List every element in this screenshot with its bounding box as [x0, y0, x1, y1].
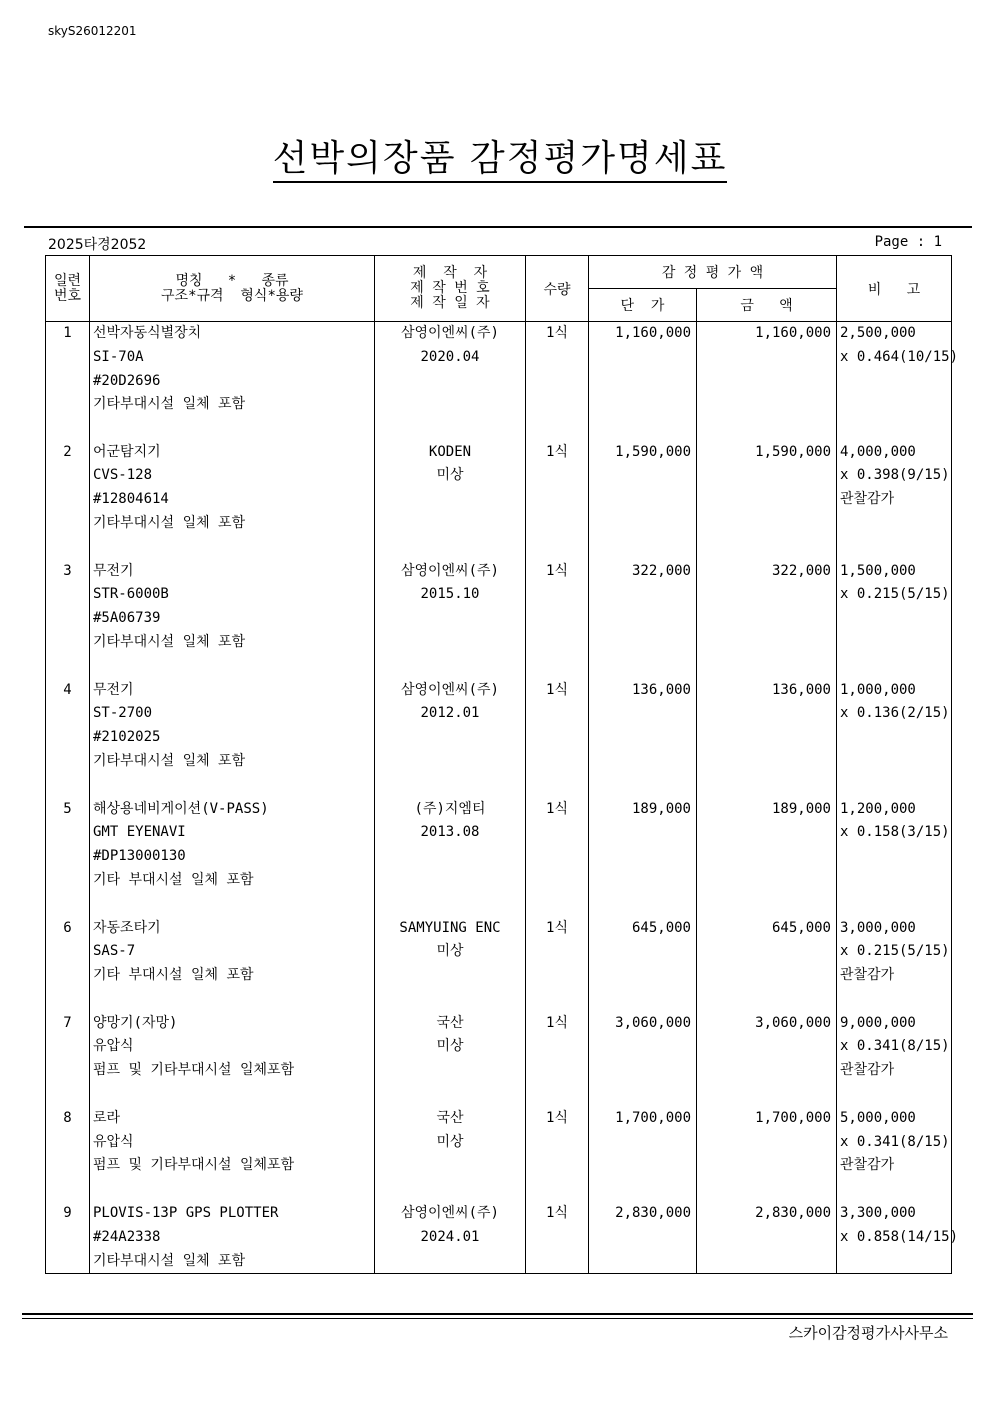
name-spec-line: 기타 부대시설 일체 포함	[93, 967, 254, 984]
header-name-line2: 구조*규격 형식*용량	[161, 287, 303, 304]
name-spec-line: ST-2700	[93, 705, 153, 722]
cell-manufacturer	[375, 798, 526, 917]
unit-price: 3,060,000	[615, 1014, 691, 1031]
cell-amount	[697, 560, 837, 679]
cell-amount	[697, 322, 837, 441]
table-row	[46, 917, 952, 1012]
cell-unit-price	[589, 441, 697, 560]
serial-no: 6	[63, 919, 72, 936]
cell-serial-no	[46, 560, 90, 679]
cell-amount	[697, 1012, 837, 1107]
name-spec-line: 기타부대시설 일체 포함	[93, 633, 246, 650]
name-spec-line: 무전기	[93, 562, 134, 579]
cell-note	[837, 1107, 952, 1202]
cell-manufacturer	[375, 917, 526, 1012]
cell-unit-price	[589, 1202, 697, 1274]
name-spec-line: 펌프 및 기타부대시설 일체포함	[93, 1157, 295, 1174]
note-line: x 0.858(14/15)	[840, 1228, 959, 1245]
header-valuation: 감 정 평 가 액	[589, 256, 837, 289]
header-mfr-line1: 제 작 자	[412, 265, 488, 281]
name-spec-line: #2102025	[93, 729, 161, 746]
serial-no: 5	[63, 800, 72, 817]
name-spec-line: #5A06739	[93, 610, 161, 627]
amount: 1,700,000	[755, 1109, 831, 1126]
unit-price: 645,000	[631, 919, 691, 936]
table-row	[46, 1012, 952, 1107]
unit-price: 322,000	[631, 562, 691, 579]
name-spec-line: PLOVIS-13P GPS PLOTTER	[93, 1205, 279, 1222]
name-spec-line: 로라	[93, 1109, 121, 1126]
serial-no: 1	[63, 325, 72, 341]
cell-quantity	[526, 1202, 589, 1274]
name-spec-line: 기타 부대시설 일체 포함	[93, 871, 254, 888]
amount: 322,000	[771, 562, 831, 579]
table-row	[46, 679, 952, 798]
manufacturer-line: (주)지엠티	[414, 800, 486, 817]
manufacturer-line: 미상	[436, 943, 464, 960]
cell-manufacturer	[375, 679, 526, 798]
note-line: x 0.341(8/15)	[840, 1133, 950, 1150]
serial-no: 9	[63, 1205, 72, 1222]
amount: 1,160,000	[755, 325, 831, 341]
cell-manufacturer	[375, 560, 526, 679]
name-spec-line: #24A2338	[93, 1228, 161, 1245]
name-spec-line: 기타부대시설 일체 포함	[93, 1252, 246, 1269]
header-name-spec	[90, 256, 375, 322]
cell-manufacturer	[375, 441, 526, 560]
cell-name-spec	[90, 1012, 375, 1107]
cell-note	[837, 1202, 959, 1274]
quantity: 1식	[546, 1014, 568, 1031]
header-serial-no-line2: 번호	[53, 287, 82, 304]
header-amount: 금 액	[697, 289, 837, 322]
name-spec-line: 무전기	[93, 681, 134, 698]
cell-name-spec	[90, 679, 375, 798]
quantity: 1식	[546, 1109, 568, 1126]
bottom-divider	[22, 1313, 973, 1315]
manufacturer-line: 국산	[436, 1014, 464, 1031]
cell-quantity	[526, 441, 589, 560]
note-line: 관찰감가	[840, 1157, 895, 1174]
name-spec-line: 기타부대시설 일체 포함	[93, 396, 246, 413]
amount: 3,060,000	[755, 1014, 831, 1031]
header-name-line1: 명칭 * 종류	[175, 272, 289, 289]
name-spec-line: 자동조타기	[93, 919, 161, 936]
page-number: Page : 1	[874, 234, 942, 250]
cell-quantity	[526, 1107, 589, 1202]
cell-note	[837, 560, 952, 679]
cell-amount	[697, 798, 837, 917]
name-spec-line: 기타부대시설 일체 포함	[93, 514, 246, 531]
table-row	[46, 1202, 952, 1274]
header-manufacturer	[375, 256, 526, 322]
cell-note	[837, 322, 959, 441]
cell-name-spec	[90, 917, 375, 1012]
cell-name-spec	[90, 560, 375, 679]
note-line: x 0.136(2/15)	[840, 705, 950, 722]
note-line: x 0.464(10/15)	[840, 348, 959, 365]
cell-serial-no	[46, 1202, 90, 1274]
name-spec-line: 선박자동식별장치	[93, 325, 202, 341]
cell-serial-no	[46, 322, 90, 441]
quantity: 1식	[546, 919, 568, 936]
cell-name-spec	[90, 798, 375, 917]
note-line: x 0.341(8/15)	[840, 1038, 950, 1055]
amount: 2,830,000	[755, 1205, 831, 1222]
header-serial-no	[46, 256, 90, 322]
amount: 136,000	[771, 681, 831, 698]
unit-price: 1,160,000	[615, 325, 691, 341]
cell-serial-no	[46, 917, 90, 1012]
manufacturer-line: SAMYUING ENC	[399, 919, 501, 936]
name-spec-line: GMT EYENAVI	[93, 824, 186, 841]
unit-price: 1,700,000	[615, 1109, 691, 1126]
name-spec-line: 펌프 및 기타부대시설 일체포함	[93, 1062, 295, 1079]
quantity: 1식	[546, 562, 568, 579]
serial-no: 4	[63, 681, 72, 698]
page-title	[0, 130, 1000, 181]
cell-amount	[697, 917, 837, 1012]
unit-price: 2,830,000	[615, 1205, 691, 1222]
cell-name-spec	[90, 1202, 375, 1274]
cell-quantity	[526, 917, 589, 1012]
cell-serial-no	[46, 1107, 90, 1202]
quantity: 1식	[546, 800, 568, 817]
cell-unit-price	[589, 798, 697, 917]
note-line: 1,200,000	[840, 800, 916, 817]
note-line: 관찰감가	[840, 1062, 895, 1079]
note-line: 3,000,000	[840, 919, 916, 936]
note-line: x 0.158(3/15)	[840, 824, 950, 841]
cell-name-spec	[90, 1107, 375, 1202]
serial-no: 3	[63, 562, 72, 579]
quantity: 1식	[546, 325, 568, 341]
cell-serial-no	[46, 1012, 90, 1107]
name-spec-line: #DP13000130	[93, 848, 186, 865]
cell-serial-no	[46, 441, 90, 560]
manufacturer-line: 국산	[436, 1109, 464, 1126]
cell-amount	[697, 1107, 837, 1202]
manufacturer-line: 삼영이엔씨(주)	[400, 562, 499, 579]
manufacturer-line: 삼영이엔씨(주)	[400, 681, 499, 698]
amount: 1,590,000	[755, 443, 831, 460]
cell-unit-price	[589, 560, 697, 679]
case-number: 2025타경2052	[48, 237, 147, 253]
note-line: x 0.398(9/15)	[840, 467, 950, 484]
manufacturer-line: KODEN	[428, 443, 472, 460]
name-spec-line: 유압식	[93, 1133, 134, 1150]
table-row	[46, 441, 952, 560]
cell-quantity	[526, 798, 589, 917]
serial-no: 2	[63, 443, 72, 460]
manufacturer-line: 미상	[436, 467, 464, 484]
cell-note	[837, 679, 952, 798]
manufacturer-line: 2013.08	[420, 824, 480, 841]
name-spec-line: #12804614	[93, 491, 169, 508]
cell-quantity	[526, 322, 589, 441]
cell-quantity	[526, 560, 589, 679]
table-row	[46, 798, 952, 917]
table-row	[46, 560, 952, 679]
cell-manufacturer	[375, 1012, 526, 1107]
note-line: x 0.215(5/15)	[840, 586, 950, 603]
name-spec-line: SAS-7	[93, 943, 136, 960]
unit-price: 1,590,000	[615, 443, 691, 460]
serial-no: 7	[63, 1014, 72, 1031]
cell-note	[837, 441, 952, 560]
cell-amount	[697, 441, 837, 560]
table-row	[46, 322, 952, 441]
name-spec-line: CVS-128	[93, 467, 153, 484]
bottom-divider-thin	[22, 1318, 973, 1319]
cell-amount	[697, 1202, 837, 1274]
name-spec-line: STR-6000B	[93, 586, 169, 603]
manufacturer-line: 삼영이엔씨(주)	[400, 325, 499, 341]
cell-unit-price	[589, 322, 697, 441]
header-mfr-line2: 제 작 번 호	[410, 280, 490, 296]
table-row	[46, 1107, 952, 1202]
document-id: skyS26012201	[48, 24, 137, 38]
manufacturer-line: 2020.04	[420, 348, 480, 365]
note-line: 3,300,000	[840, 1205, 916, 1222]
manufacturer-line: 2012.01	[420, 705, 480, 722]
amount: 645,000	[771, 919, 831, 936]
note-line: 관찰감가	[840, 967, 895, 984]
cell-note	[837, 917, 952, 1012]
cell-note	[837, 798, 952, 917]
cell-unit-price	[589, 1012, 697, 1107]
quantity: 1식	[546, 681, 568, 698]
name-spec-line: #20D2696	[93, 372, 161, 389]
manufacturer-line: 삼영이엔씨(주)	[400, 1205, 499, 1222]
note-line: 5,000,000	[840, 1109, 916, 1126]
cell-quantity	[526, 1012, 589, 1107]
quantity: 1식	[546, 443, 568, 460]
quantity: 1식	[546, 1205, 568, 1222]
cell-quantity	[526, 679, 589, 798]
unit-price: 136,000	[631, 681, 691, 698]
cell-name-spec	[90, 441, 375, 560]
header-serial-no-line1: 일련	[53, 272, 82, 289]
manufacturer-line: 2024.01	[420, 1228, 480, 1245]
note-line: 4,000,000	[840, 443, 916, 460]
cell-unit-price	[589, 1107, 697, 1202]
note-line: 관찰감가	[840, 491, 895, 508]
cell-name-spec	[90, 322, 375, 441]
unit-price: 189,000	[631, 800, 691, 817]
manufacturer-line: 미상	[436, 1133, 464, 1150]
cell-manufacturer	[375, 1202, 526, 1274]
cell-manufacturer	[375, 1107, 526, 1202]
cell-manufacturer	[375, 322, 526, 441]
name-spec-line: 기타부대시설 일체 포함	[93, 752, 246, 769]
title-text: 선박의장품 감정평가명세표	[273, 138, 728, 183]
name-spec-line: 양망기(자망)	[93, 1014, 178, 1031]
name-spec-line: SI-70A	[93, 348, 144, 365]
appraisal-table	[45, 255, 959, 1274]
cell-unit-price	[589, 679, 697, 798]
name-spec-line: 어군탐지기	[93, 443, 161, 460]
header-unit-price: 단 가	[589, 289, 697, 322]
header-note: 비 고	[837, 256, 952, 322]
note-line: x 0.215(5/15)	[840, 943, 950, 960]
cell-unit-price	[589, 917, 697, 1012]
name-spec-line: 해상용네비게이션(V-PASS)	[93, 800, 269, 817]
note-line: 2,500,000	[840, 325, 916, 341]
cell-amount	[697, 679, 837, 798]
cell-serial-no	[46, 679, 90, 798]
manufacturer-line: 미상	[436, 1038, 464, 1055]
amount: 189,000	[771, 800, 831, 817]
manufacturer-line: 2015.10	[420, 586, 480, 603]
note-line: 1,000,000	[840, 681, 916, 698]
cell-note	[837, 1012, 952, 1107]
note-line: 9,000,000	[840, 1014, 916, 1031]
header-quantity: 수량	[526, 256, 589, 322]
name-spec-line: 유압식	[93, 1038, 134, 1055]
serial-no: 8	[63, 1109, 72, 1126]
cell-serial-no	[46, 798, 90, 917]
header-mfr-line3: 제 작 일 자	[410, 295, 490, 311]
top-divider	[24, 226, 972, 228]
office-name: 스카이감정평가사사무소	[788, 1324, 948, 1342]
note-line: 1,500,000	[840, 562, 916, 579]
